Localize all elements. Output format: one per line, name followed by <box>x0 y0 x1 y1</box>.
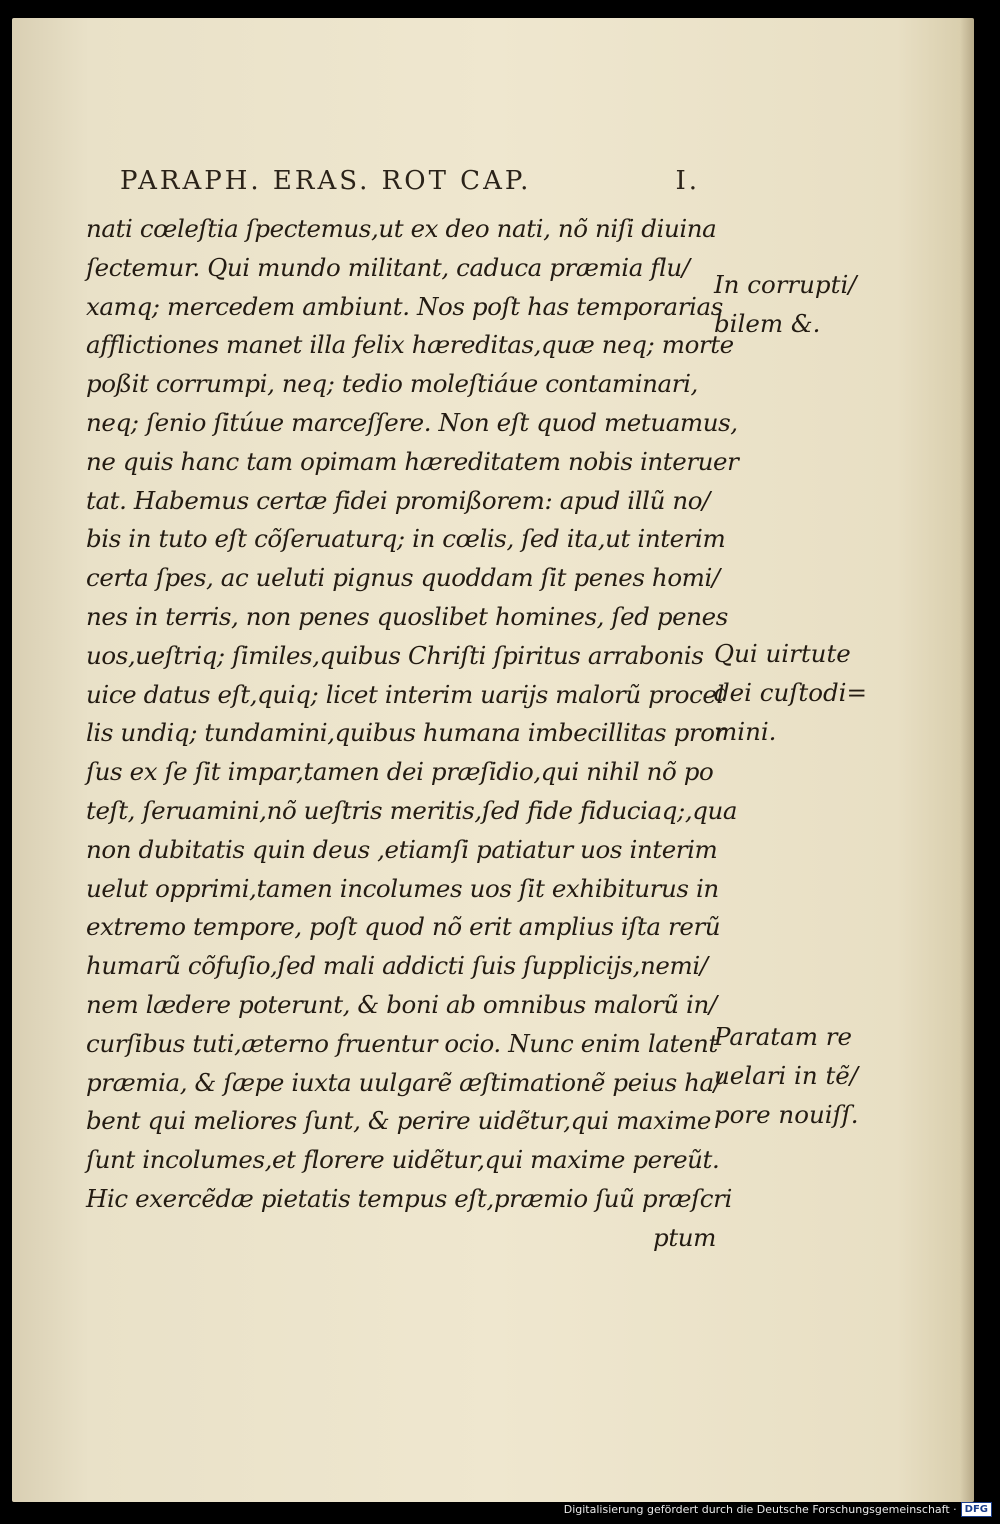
text-line: uelut opprimi,tamen incolumes uos ſit exhibiturus in <box>86 873 719 903</box>
text-line: bis in tuto eſt cõſeruaturq; in cœlis, ſed ita,ut interim <box>86 524 726 554</box>
text-line: nem lædere poterunt, & boni ab omnibus malorũ in/ <box>86 989 717 1019</box>
text-line: ne quis hanc tam opimam hæreditatem nobis interuer <box>86 446 739 476</box>
marginal-note-line: mini. <box>714 716 777 746</box>
text-line: extremo tempore, poſt quod nõ erit amplius iſta rerũ <box>86 912 721 942</box>
dfg-logo-icon: DFG <box>961 1502 992 1517</box>
text-line: non dubitatis quin deus ,etiamſi patiatur uos interim <box>86 834 718 864</box>
folio-number: I. <box>675 166 700 196</box>
text-line: Hic exercẽdæ pietatis tempus eſt,præmio ſuũ præſcri <box>86 1183 732 1213</box>
book-page <box>12 18 974 1502</box>
marginal-note-line: uelari in tẽ/ <box>714 1060 859 1090</box>
text-line: ſectemur. Qui mundo militant, caduca præmia flu/ <box>86 252 690 282</box>
text-line: nes in terris, non penes quoslibet homines, ſed penes <box>86 601 728 631</box>
marginal-note-3 <box>714 1018 894 1134</box>
text-line: tat. Habemus certæ fidei promißorem: apud illũ no/ <box>86 485 710 515</box>
text-line: xamq; mercedem ambiunt. Nos poſt has temporarias <box>86 291 723 321</box>
text-line: uice datus eſt,quiq; licet interim uarijs malorũ procel <box>86 679 724 709</box>
credit-text: Digitalisierung gefördert durch die Deutsche Forschungsgemeinschaft · <box>563 1502 957 1516</box>
marginal-note-line: pore nouiſſ. <box>714 1099 859 1129</box>
text-line: bent qui meliores ſunt, & perire uidẽtur,qui maxime <box>86 1106 711 1136</box>
text-line: neq; ſenio ſitúue marceſſere. Non eſt quod metuamus, <box>86 407 738 437</box>
marginal-note-line: bilem &. <box>714 308 821 338</box>
text-line: nati cœleſtia ſpectemus,ut ex deo nati, nõ niſi diuina <box>86 214 717 243</box>
marginal-note-line: Qui uirtute <box>714 639 851 668</box>
text-line: uos,ueſtriq; ſimiles,quibus Chriſti ſpiritus arrabonis <box>86 640 704 670</box>
text-line: ſunt incolumes,et florere uidẽtur,qui maxime pereũt. <box>86 1145 720 1175</box>
marginal-note-1 <box>714 266 894 344</box>
marginal-note-line: Paratam re <box>714 1022 852 1051</box>
text-line: teſt, ſeruamini,nõ ueſtris meritis,ſed fide fiduciaq;,qua <box>86 795 738 825</box>
body-text <box>86 210 739 1258</box>
digitization-credit <box>564 1500 992 1518</box>
text-line: certa ſpes, ac ueluti pignus quoddam ſit penes homi/ <box>86 563 720 593</box>
text-line: poßit corrumpi, neq; tedio moleſtiáue contaminari, <box>86 369 698 399</box>
text-line: afflictiones manet illa felix hæreditas,quæ neq; morte <box>86 330 734 360</box>
running-title: PARAPH. ERAS. ROT CAP. <box>120 166 532 196</box>
text-line: ſus ex ſe ſit impar,tamen dei præſidio,qui nihil nõ po <box>86 757 714 787</box>
running-header <box>120 166 700 196</box>
text-line: præmia, & ſæpe iuxta uulgarẽ æſtimationẽ peius ha/ <box>86 1067 722 1097</box>
marginal-note-line: In corrupti/ <box>714 270 857 299</box>
text-line: curſibus tuti,æterno fruentur ocio. Nunc enim latent <box>86 1028 718 1058</box>
catchword: ptum <box>653 1222 716 1252</box>
text-line: lis undiq; tundamini,quibus humana imbecillitas pror <box>86 718 726 748</box>
marginal-note-2 <box>714 635 894 751</box>
marginal-note-line: dei cuſtodi= <box>714 677 868 707</box>
text-line: humarũ cõfuſio,ſed mali addicti ſuis ſupplicijs,nemi/ <box>86 951 708 981</box>
